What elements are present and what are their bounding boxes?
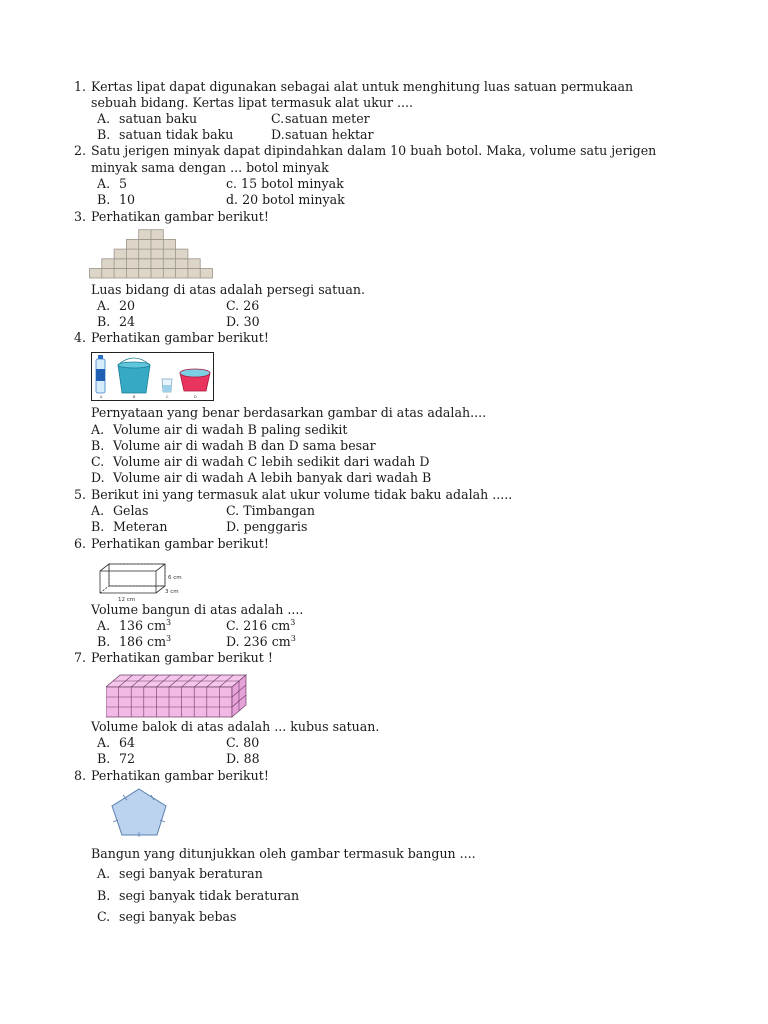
q1-text-line-1: Kertas lipat dapat digunakan sebagai alat untuk menghitung luas satuan permukaan — [91, 79, 634, 94]
q3-option-b: 24 — [119, 314, 136, 329]
q2-option-b-letter: B. — [97, 192, 111, 207]
q8-option-b: segi banyak tidak beraturan — [119, 888, 300, 903]
q5-option-c: C. Timbangan — [226, 503, 315, 518]
q4-label-a: A — [100, 395, 103, 399]
q5-option-a-letter: A. — [91, 503, 105, 518]
glass-c-icon — [162, 379, 172, 392]
q2-option-d: d. 20 botol minyak — [226, 192, 345, 207]
q7-option-b: 72 — [119, 751, 136, 766]
q4-label-b: B — [133, 395, 136, 399]
q6-option-b-letter: B. — [97, 634, 111, 649]
q2-option-a: 5 — [119, 176, 128, 191]
q7-instruction: Perhatikan gambar berikut ! — [91, 650, 273, 665]
q2-option-a-letter: A. — [97, 176, 111, 191]
q1-option-d: satuan hektar — [285, 127, 374, 142]
q5-option-b-letter: B. — [91, 519, 105, 534]
q4-option-c: Volume air di wadah C lebih sedikit dari wadah D — [113, 454, 430, 469]
q8-option-b-letter: B. — [97, 888, 111, 903]
q3-square-grid-figure — [89, 229, 214, 279]
q3-option-a: 20 — [119, 298, 136, 313]
q6-option-d: D. 236 $cm^3$ — [226, 634, 296, 649]
q2-option-b: 10 — [119, 192, 136, 207]
q3-number: 3. — [74, 209, 87, 224]
q4-question: Pernyataan yang benar berdasarkan gambar di atas adalah.... — [91, 405, 487, 420]
q4-option-b-letter: B. — [91, 438, 105, 453]
q3-question: Luas bidang di atas adalah persegi satuan. — [91, 282, 365, 297]
q4-instruction: Perhatikan gambar berikut! — [91, 330, 269, 345]
q4-option-d-letter: D. — [91, 470, 105, 485]
q8-option-c-letter: C. — [97, 909, 111, 924]
q8-question: Bangun yang ditunjukkan oleh gambar termasuk bangun .... — [91, 846, 476, 861]
q4-option-b: Volume air di wadah B dan D sama besar — [113, 438, 376, 453]
q6-option-a-letter: A. — [97, 618, 111, 633]
q3-option-a-letter: A. — [97, 298, 111, 313]
q6-height-label: 6 cm — [168, 575, 182, 581]
q7-unit-cube-block-figure — [106, 673, 248, 719]
q6-length-label: 12 cm — [118, 597, 136, 602]
q8-pentagon-figure — [110, 787, 170, 837]
q4-label-c: C — [166, 395, 169, 399]
q7-option-a: 64 — [119, 735, 136, 750]
q1-option-d-letter: D. — [271, 127, 285, 142]
q6-width-label: 3 cm — [165, 589, 179, 595]
q5-number: 5. — [74, 487, 87, 502]
q1-option-a: satuan baku — [119, 111, 198, 126]
q4-option-a: Volume air di wadah B paling sedikit — [113, 422, 348, 437]
q4-option-c-letter: C. — [91, 454, 105, 469]
q6-option-c: C. 216 $cm^3$ — [226, 618, 296, 633]
q5-option-b: Meteran — [113, 519, 168, 534]
q7-option-b-letter: B. — [97, 751, 111, 766]
q7-number: 7. — [74, 650, 87, 665]
q1-text-line-2: sebuah bidang. Kertas lipat termasuk alat ukur .... — [91, 95, 414, 110]
q7-option-c: C. 80 — [226, 735, 260, 750]
q6-number: 6. — [74, 536, 87, 551]
q5-option-d: D. penggaris — [226, 519, 308, 534]
q7-question: Volume balok di atas adalah ... kubus satuan. — [91, 719, 380, 734]
q6-cuboid-figure — [99, 562, 189, 602]
bottle-a-icon — [96, 355, 105, 393]
q3-option-b-letter: B. — [97, 314, 111, 329]
q5-text: Berikut ini yang termasuk alat ukur volume tidak baku adalah ..... — [91, 487, 513, 502]
q2-option-c: c. 15 botol minyak — [226, 176, 344, 191]
q6-option-a: 136 $cm^3$ — [119, 618, 172, 633]
q8-number: 8. — [74, 768, 87, 783]
q3-option-c: C. 26 — [226, 298, 260, 313]
q8-instruction: Perhatikan gambar berikut! — [91, 768, 269, 783]
q2-text-line-2: minyak sama dengan ... botol minyak — [91, 160, 329, 175]
q1-option-b: satuan tidak baku — [119, 127, 234, 142]
q1-number: 1. — [74, 79, 87, 94]
q4-number: 4. — [74, 330, 87, 345]
q4-label-d: D — [194, 395, 197, 399]
q7-option-a-letter: A. — [97, 735, 111, 750]
q3-option-d: D. 30 — [226, 314, 260, 329]
bucket-b-icon — [118, 358, 150, 393]
q7-option-d: D. 88 — [226, 751, 260, 766]
q4-option-a-letter: A. — [91, 422, 105, 437]
q1-option-c: satuan meter — [285, 111, 370, 126]
q4-containers-figure — [91, 352, 214, 401]
q8-option-a-letter: A. — [97, 866, 111, 881]
q2-text-line-1: Satu jerigen minyak dapat dipindahkan dalam 10 buah botol. Maka, volume satu jerigen — [91, 143, 657, 158]
q3-instruction: Perhatikan gambar berikut! — [91, 209, 269, 224]
q4-option-d: Volume air di wadah A lebih banyak dari wadah B — [113, 470, 432, 485]
q6-question: Volume bangun di atas adalah .... — [91, 602, 304, 617]
q8-option-c: segi banyak bebas — [119, 909, 237, 924]
q1-option-c-letter: C. — [271, 111, 285, 126]
q5-option-a: Gelas — [113, 503, 149, 518]
q8-option-a: segi banyak beraturan — [119, 866, 263, 881]
q1-option-b-letter: B. — [97, 127, 111, 142]
q1-option-a-letter: A. — [97, 111, 111, 126]
q6-instruction: Perhatikan gambar berikut! — [91, 536, 269, 551]
q2-number: 2. — [74, 143, 87, 158]
basin-d-icon — [180, 369, 210, 391]
q6-option-b: 186 $cm^3$ — [119, 634, 172, 649]
